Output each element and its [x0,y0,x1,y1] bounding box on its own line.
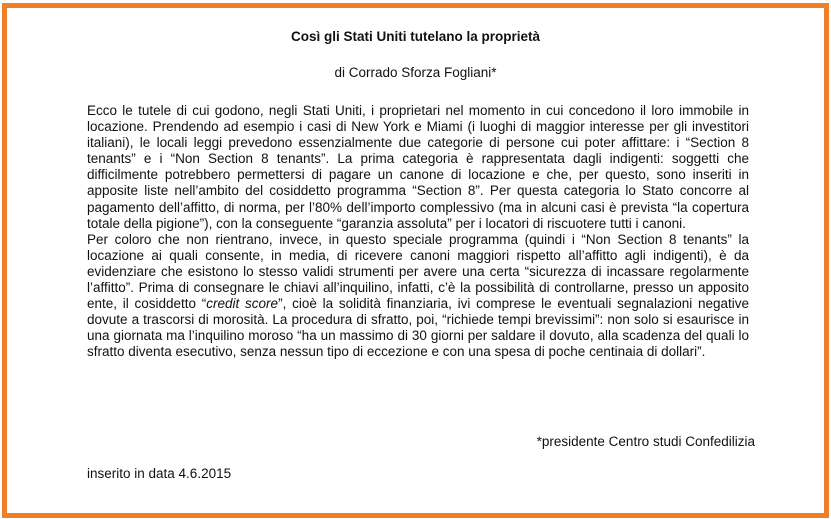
author-footnote: *presidente Centro studi Confedilizia [536,434,755,449]
article-frame [2,3,829,518]
insertion-date: inserito in data 4.6.2015 [87,466,232,481]
article-author: di Corrado Sforza Fogliani* [334,65,497,80]
credit-score-term: credit score [206,296,279,312]
article-body [87,103,749,361]
paragraph-1: Ecco le tutele di cui godono, negli Stati Uniti, i proprietari nel momento in cui concedono il loro immobile in locazione. Prendendo ad esempio i casi di New York e Miami (i luoghi di maggior interesse per gli investitori italiani), le locali leggi prevedono essenzialmente due categorie di persone cui poter affittare: i “Section 8 tenants” e i “Non Section 8 tenants”. La prima categoria è rappresentata dagli indigenti: soggetti che difficilmente potrebbero permettersi di pagare un canone di locazione e che, per questo, sono inseriti in apposite liste nell’ambito del cosiddetto programma “Section 8”. Per questa categoria lo Stato concorre al pagamento dell’affitto, di norma, per l’80% dell’importo complessivo (ma in alcuni casi è prevista “la copertura totale della pigione”), con la conseguente “garanzia assoluta” per i locatori di riscuotere tutti i canoni. [87,103,749,231]
paragraph-2-part-2: ”, cioè la solidità finanziaria, ivi comprese le eventuali segnalazioni negative dovute a trascorsi di morosità. La procedura di sfratto, poi, “richiede tempi brevissimi”: non solo si esaurisce in una giornata ma l’inquilino moroso “ha un massimo di 30 giorni per saldare il dovuto, alla scadenza del quali lo sfratto diventa esecutivo, senza nessun tipo di eccezione e con una spesa di poche centinaia di dollari”. [87,296,749,360]
paragraph-2-part-1: Per coloro che non rientrano, invece, in questo speciale programma (quindi i “Non Section 8 tenants” la locazione ai quali consente, in media, di ricevere canoni maggiori rispetto all’affitto agli indigenti), è da evidenziare che esistono lo stesso validi strumenti per avere una certa “sicurezza di incassare regolarmente l’affitto”. Prima di consegnare le chiavi all’inquilino, infatti, c’è la possibilità di controllarne, presso un apposito ente, il cosiddetto “ [87,231,749,312]
article-title: Così gli Stati Uniti tutelano la proprietà [290,29,541,44]
paragraph-2 [87,232,749,361]
